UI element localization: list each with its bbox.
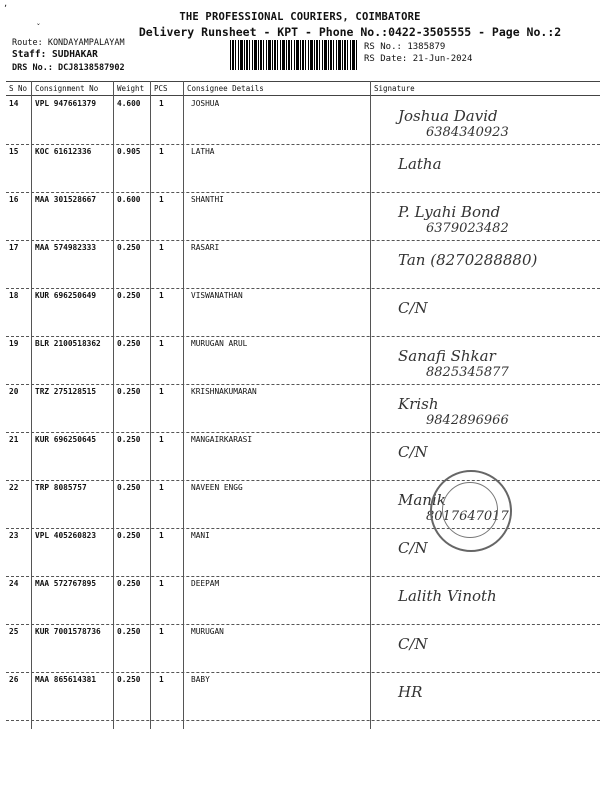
col-divider <box>31 81 32 729</box>
cell-weight: 0.250 <box>117 483 141 492</box>
cell-pcs: 1 <box>159 675 164 684</box>
table-top-border <box>6 81 600 82</box>
cell-sno: 17 <box>9 243 19 252</box>
cell-pcs: 1 <box>159 99 164 108</box>
cell-sno: 14 <box>9 99 19 108</box>
cell-name: MURUGAN ARUL <box>191 339 248 348</box>
col-header-consignee: Consignee Details <box>187 84 264 93</box>
row-separator <box>6 528 600 529</box>
cell-weight: 0.250 <box>117 291 141 300</box>
signature-handwriting: Tan (8270288880) <box>398 251 538 269</box>
col-divider <box>150 81 151 729</box>
signature-handwriting: Latha <box>398 155 442 173</box>
cell-pcs: 1 <box>159 387 164 396</box>
cell-cons: MAA 572767895 <box>35 579 97 588</box>
cell-cons: VPL 405260823 <box>35 531 97 540</box>
cell-weight: 0.250 <box>117 627 141 636</box>
cell-weight: 0.600 <box>117 195 141 204</box>
row-separator <box>6 144 600 145</box>
route-label: Route: KONDAYAMPALAYAM <box>12 38 125 48</box>
cell-sno: 16 <box>9 195 19 204</box>
signature-handwriting: C/N <box>398 443 428 461</box>
cell-weight: 0.250 <box>117 675 141 684</box>
cell-sno: 26 <box>9 675 19 684</box>
cell-cons: MAA 865614381 <box>35 675 97 684</box>
cell-weight: 0.250 <box>117 531 141 540</box>
signature-handwriting: HR <box>398 683 423 701</box>
cell-sno: 20 <box>9 387 19 396</box>
cell-cons: VPL 947661379 <box>35 99 97 108</box>
cell-pcs: 1 <box>159 243 164 252</box>
cell-weight: 0.250 <box>117 387 141 396</box>
company-title: THE PROFESSIONAL COURIERS, COIMBATORE <box>179 11 421 23</box>
row-separator <box>6 720 600 721</box>
runsheet-table <box>6 81 600 731</box>
header-bottom-border <box>6 95 600 96</box>
col-divider <box>113 81 114 729</box>
signature-phone: 8825345877 <box>426 365 509 380</box>
cell-cons: MAA 574982333 <box>35 243 97 252</box>
cell-name: JOSHUA <box>191 99 220 108</box>
runsheet-title: Delivery Runsheet - KPT - Phone No.:0422-3505555 - Page No.:2 <box>138 25 562 39</box>
signature-handwriting: C/N <box>398 539 428 557</box>
signature-handwriting: C/N <box>398 299 428 317</box>
cell-name: RASARI <box>191 243 220 252</box>
cell-sno: 21 <box>9 435 19 444</box>
rs-number: RS No.: 1385879 <box>364 42 446 52</box>
cell-sno: 18 <box>9 291 19 300</box>
cell-weight: 0.250 <box>117 435 141 444</box>
cell-name: DEEPAM <box>191 579 220 588</box>
signature-phone: 8017647017 <box>426 509 509 524</box>
col-header-weight: Weight <box>117 84 145 93</box>
cell-name: NAVEEN ENGG <box>191 483 243 492</box>
cell-pcs: 1 <box>159 627 164 636</box>
cell-cons: BLR 2100518362 <box>35 339 101 348</box>
cell-cons: TRP 8085757 <box>35 483 87 492</box>
rs-date: RS Date: 21-Jun-2024 <box>364 54 473 64</box>
cell-cons: KUR 696250645 <box>35 435 97 444</box>
row-separator <box>6 288 600 289</box>
signature-handwriting: Lalith Vinoth <box>398 587 497 605</box>
row-separator <box>6 384 600 385</box>
cell-pcs: 1 <box>159 339 164 348</box>
col-header-consignment: Consignment No <box>35 84 99 93</box>
cell-weight: 0.250 <box>117 579 141 588</box>
cell-name: VISWANATHAN <box>191 291 243 300</box>
cell-pcs: 1 <box>159 435 164 444</box>
col-header-pcs: PCS <box>154 84 168 93</box>
row-separator <box>6 672 600 673</box>
cell-weight: 0.250 <box>117 339 141 348</box>
signature-phone: 6384340923 <box>426 125 509 140</box>
signature-handwriting: C/N <box>398 635 428 653</box>
cell-sno: 24 <box>9 579 19 588</box>
staff-label: Staff: SUDHAKAR <box>12 49 98 60</box>
row-separator <box>6 192 600 193</box>
cell-weight: 4.600 <box>117 99 141 108</box>
col-divider <box>370 81 371 729</box>
cell-cons: MAA 301528667 <box>35 195 97 204</box>
col-divider <box>183 81 184 729</box>
row-separator <box>6 336 600 337</box>
cell-weight: 0.250 <box>117 243 141 252</box>
cell-pcs: 1 <box>159 483 164 492</box>
corner-mark: ʼ <box>3 4 8 13</box>
cell-pcs: 1 <box>159 195 164 204</box>
cell-name: MANI <box>191 531 210 540</box>
cell-cons: KUR 696250649 <box>35 291 97 300</box>
col-header-signature: Signature <box>374 84 415 93</box>
cell-name: LATHA <box>191 147 215 156</box>
cell-pcs: 1 <box>159 579 164 588</box>
cell-sno: 23 <box>9 531 19 540</box>
row-separator <box>6 624 600 625</box>
cell-sno: 25 <box>9 627 19 636</box>
cell-sno: 19 <box>9 339 19 348</box>
cell-name: SHANTHI <box>191 195 224 204</box>
cell-cons: TRZ 275128515 <box>35 387 97 396</box>
signature-handwriting: Manik <box>398 491 446 509</box>
company-stamp <box>430 470 512 552</box>
cell-sno: 15 <box>9 147 19 156</box>
cell-name: KRISHNAKUMARAN <box>191 387 257 396</box>
row-separator <box>6 432 600 433</box>
signature-phone: 6379023482 <box>426 221 509 236</box>
signature-phone: 9842896966 <box>426 413 509 428</box>
signature-handwriting: P. Lyahi Bond <box>398 203 501 221</box>
signature-handwriting: Joshua David <box>398 107 498 125</box>
cell-cons: KOC 61612336 <box>35 147 92 156</box>
cell-sno: 22 <box>9 483 19 492</box>
row-separator <box>6 240 600 241</box>
cell-pcs: 1 <box>159 291 164 300</box>
signature-handwriting: Krish <box>398 395 439 413</box>
cell-cons: KUR 7001578736 <box>35 627 101 636</box>
cell-pcs: 1 <box>159 531 164 540</box>
col-header-sno: S No <box>9 84 28 93</box>
cell-weight: 0.905 <box>117 147 141 156</box>
cell-name: BABY <box>191 675 210 684</box>
row-separator <box>6 576 600 577</box>
corner-mark-2: ˇ <box>36 23 41 32</box>
signature-handwriting: Sanafi Shkar <box>398 347 496 365</box>
row-separator <box>6 480 600 481</box>
cell-pcs: 1 <box>159 147 164 156</box>
cell-name: MANGAIRKARASI <box>191 435 253 444</box>
drs-number: DRS No.: DCJ8138587902 <box>12 63 125 73</box>
cell-name: MURUGAN <box>191 627 224 636</box>
barcode <box>230 40 358 70</box>
